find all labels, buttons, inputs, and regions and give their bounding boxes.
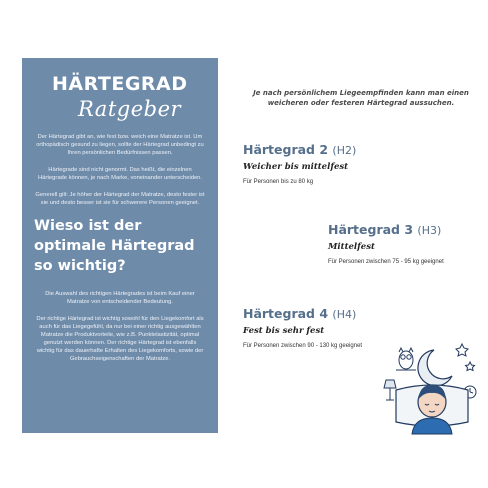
grade-subtitle: Mittelfest (328, 242, 375, 252)
grade-subtitle: Weicher bis mittelfest (243, 162, 349, 172)
panel-subtitle: Ratgeber (78, 97, 182, 121)
grade-code: (H4) (332, 308, 357, 321)
panel-paragraph: Der richtige Härtegrad ist wichtig sowohl für den Liegekomfort als auch für das Liegegefühl, da nur bei einer richtig ausgewählten Matratze die Produktvorteile, wie z.B. Punktelastizität, optimal genutzt werden können. Der richtige Härtegrad ist ebenfalls wichtig für das dauerhafte Erhalten des Liegekomforts, sowie der Gebrauchseigenschaften der Matratze. (36, 316, 204, 362)
grade-subtitle: Fest bis sehr fest (243, 326, 325, 336)
sleeping-person-icon (382, 330, 482, 435)
grade-name: Härtegrad 2 (243, 142, 329, 157)
panel-paragraph: Der Härtegrad gibt an, wie fest bzw. weich eine Matratze ist. Um orthopädisch gesund zu liegen, sollte der Härtegrad unbedingt zu Ihren persönlichen Bedürfnissen passen. (36, 134, 204, 156)
grade-h3 (328, 222, 444, 266)
grade-name: Härtegrad 4 (243, 306, 329, 321)
grade-title (328, 222, 444, 238)
panel-title: HÄRTEGRAD (52, 73, 188, 95)
grade-title (243, 142, 356, 158)
grade-description: Für Personen zwischen 75 - 95 kg geeignet (328, 259, 444, 265)
panel-paragraph: Die Auswahl des richtigen Härtegrades ist beim Kauf einer Matratze von entscheidender Bedeutung. (45, 291, 195, 305)
grade-h2 (243, 142, 356, 186)
grade-code: (H2) (332, 144, 357, 157)
info-panel (22, 58, 218, 433)
grade-description: Für Personen bis zu 80 kg (243, 179, 314, 185)
grade-title (243, 306, 362, 322)
panel-paragraph: Härtegrade sind nicht genormt. Das heißt, die einzelnen Härtegrade können, je nach Marke, voneinander unterscheiden. (37, 167, 203, 181)
panel-heading: Wieso ist der optimale Härtegrad so wichtig? (34, 218, 195, 274)
grade-name: Härtegrad 3 (328, 222, 414, 237)
panel-paragraph: Generell gilt: Je höher der Härtegrad der Matratze, desto fester ist sie und desto besser ist sie für schwerere Personen geeignet. (35, 192, 205, 206)
intro-text: Je nach persönlichem Liegeempfinden kann man einen weicheren oder festeren Härtegrad aussuchen. (253, 89, 469, 107)
grade-description: Für Personen zwischen 90 - 130 kg geeignet (243, 343, 363, 349)
grade-h4 (243, 306, 362, 350)
grade-code: (H3) (417, 224, 442, 237)
